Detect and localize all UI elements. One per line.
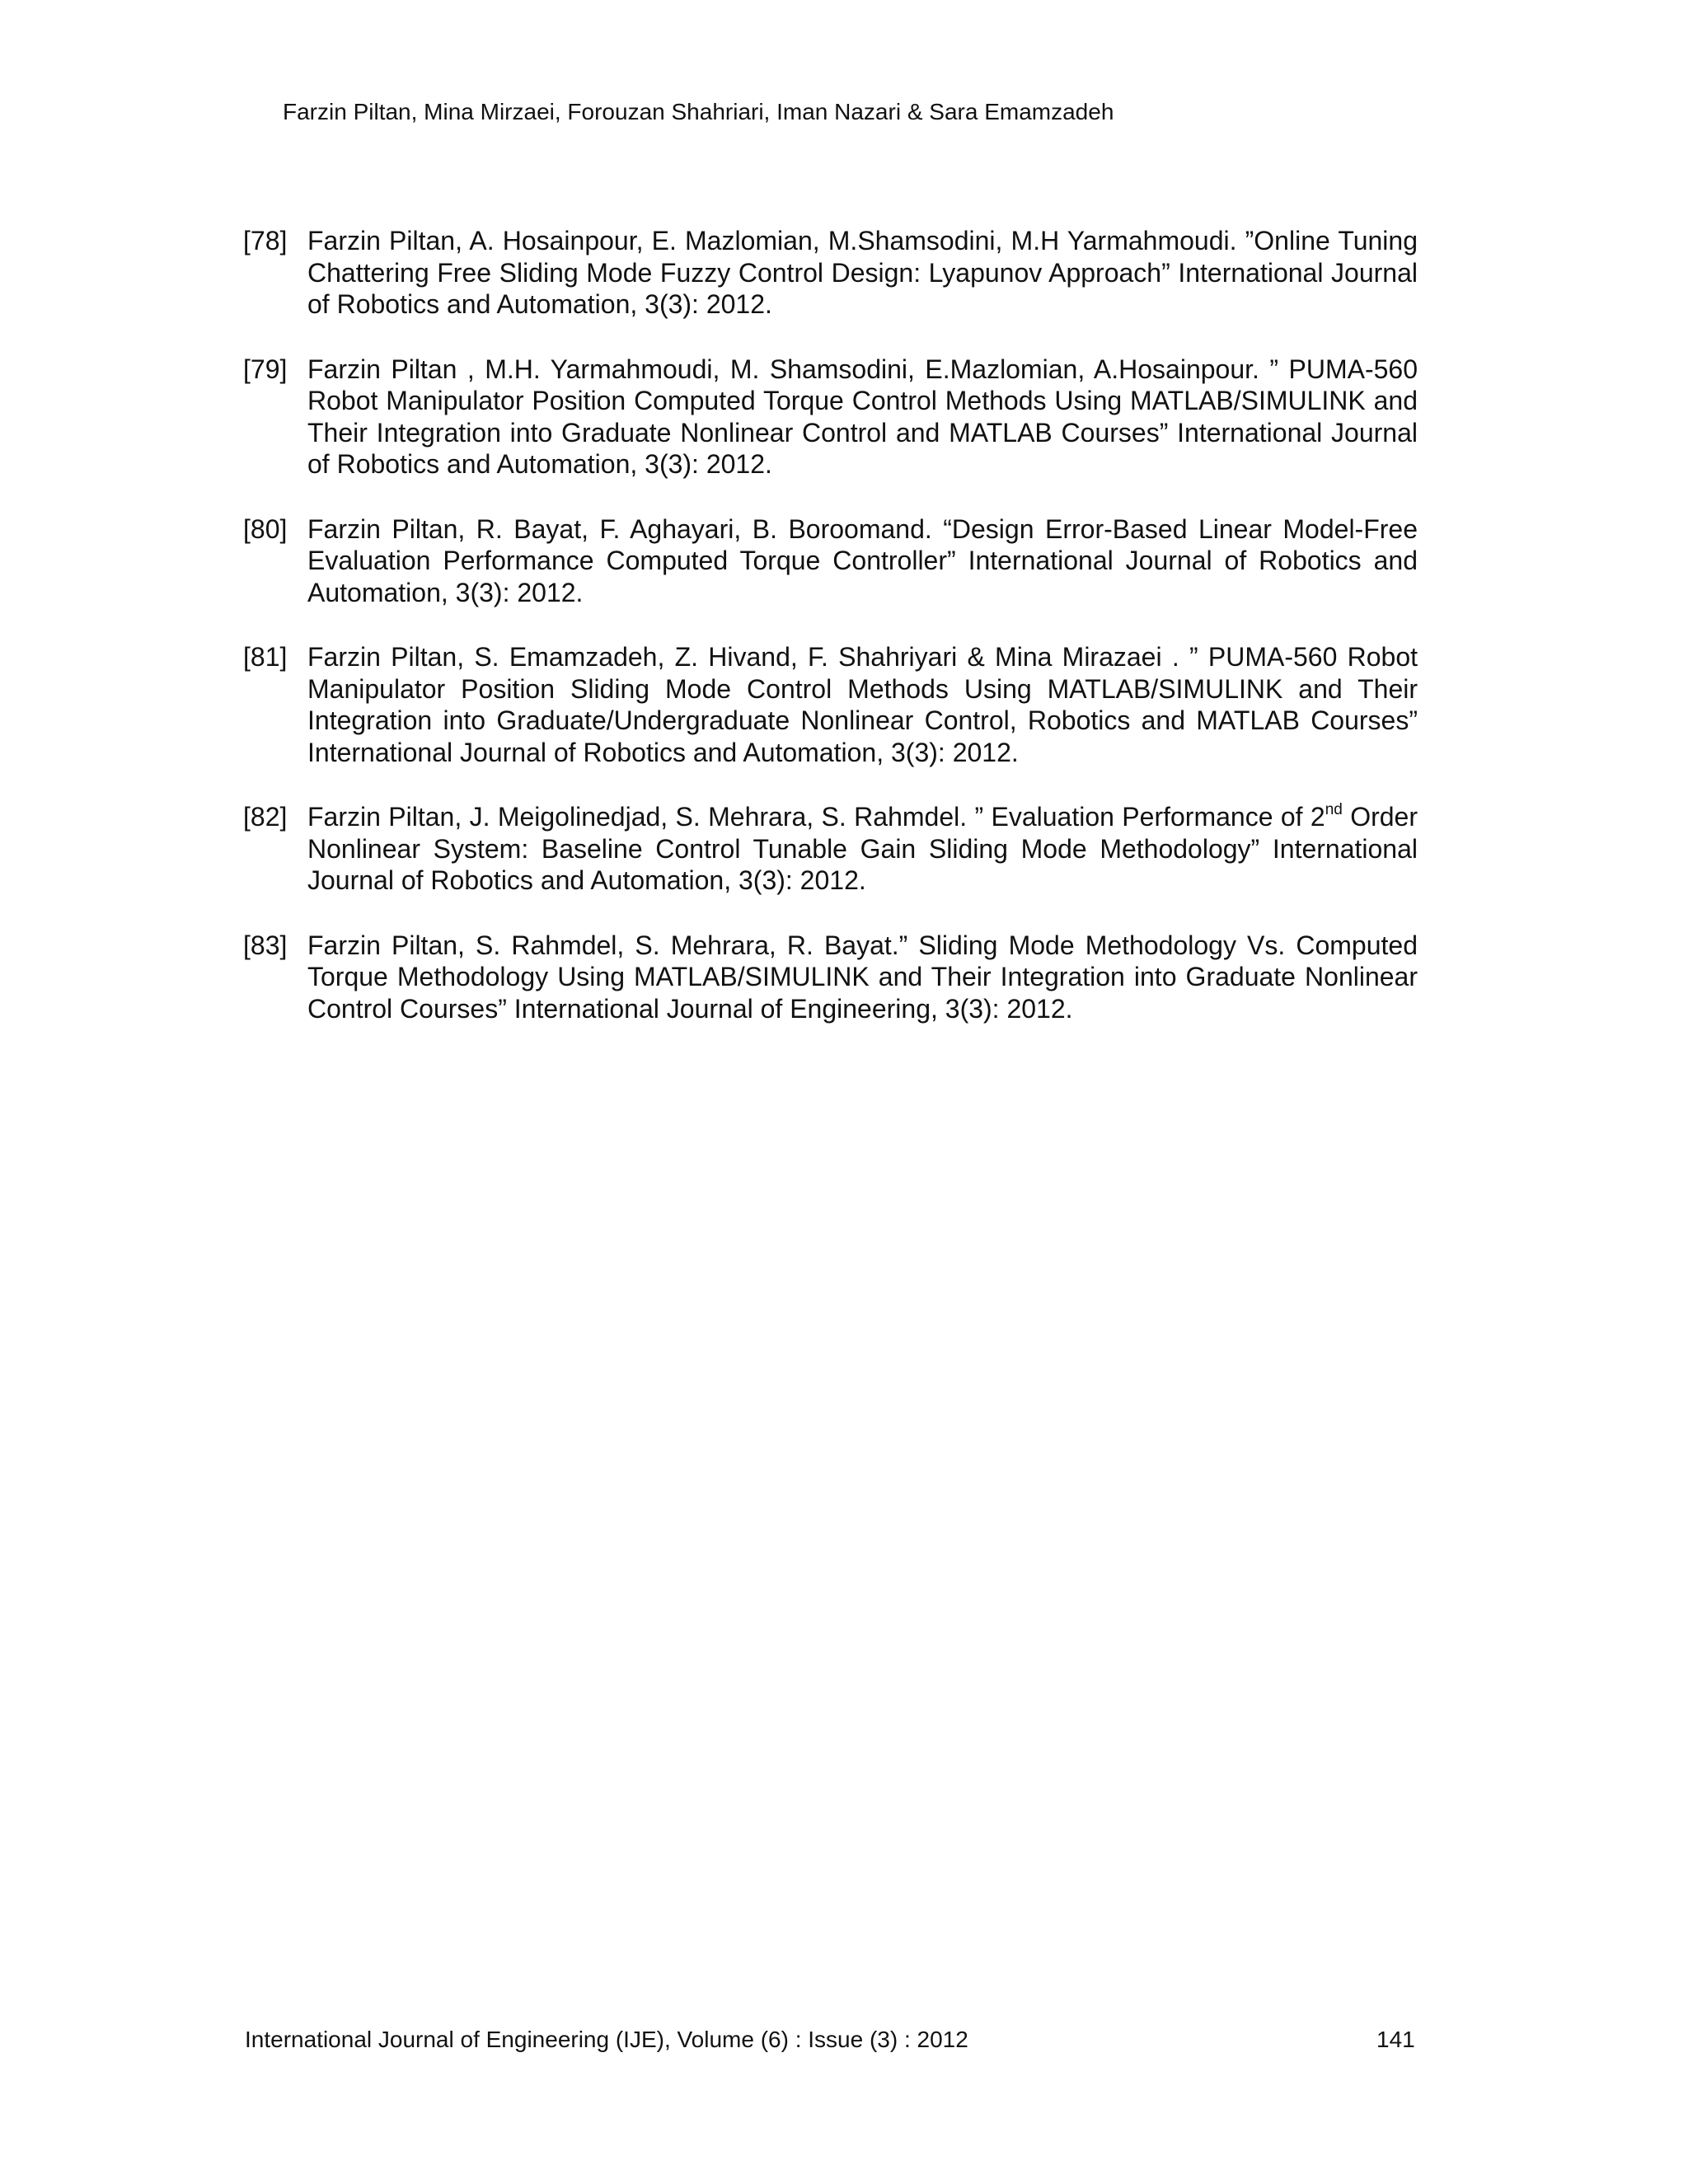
reference-text: Farzin Piltan, S. Rahmdel, S. Mehrara, R. Bayat.” Sliding Mode Methodology Vs. Computed Torque Methodology Using MATLAB/SIMULINK and Their Integration into Graduate Nonlinear Control Courses” International Journal of Engineering, 3(3): 2012. (307, 930, 1418, 1024)
reference-item-83 (243, 930, 1418, 1025)
reference-item-80 (243, 513, 1418, 609)
reference-text-start: Farzin Piltan, J. Meigolinedjad, S. Mehrara, S. Rahmdel. ” Evaluation Performance of 2 (307, 802, 1325, 832)
reference-text: Farzin Piltan, S. Emamzadeh, Z. Hivand, F. Shahriyari & Mina Mirazaei . ” PUMA-560 Robot Manipulator Position Sliding Mode Control Methods Using MATLAB/SIMULINK and Their Integration into Graduate/Undergraduate Nonlinear Control, Robotics and MATLAB Courses” International Journal of Robotics and Automation, 3(3): 2012. (307, 642, 1418, 767)
reference-number: [82] (243, 802, 288, 832)
reference-number: [80] (243, 513, 288, 544)
reference-number: [78] (243, 226, 288, 255)
reference-list (243, 225, 1418, 1057)
reference-text: Farzin Piltan, A. Hosainpour, E. Mazlomian, M.Shamsodini, M.H Yarmahmoudi. ”Online Tuning Chattering Free Sliding Mode Fuzzy Control Design: Lyapunov Approach” International Journal of Robotics and Automation, 3(3): 2012. (307, 226, 1418, 319)
reference-item-79 (243, 354, 1418, 480)
reference-text: Farzin Piltan, R. Bayat, F. Aghayari, B. Boroomand. “Design Error-Based Linear Model-Free Evaluation Performance Computed Torque Controller” International Journal of Robotics and Automation, 3(3): 2012. (307, 513, 1418, 607)
footer-page-number: 141 (1376, 2027, 1415, 2052)
reference-number: [83] (243, 930, 288, 960)
reference-item-81 (243, 641, 1418, 768)
reference-item-78 (243, 225, 1418, 321)
reference-item-82 (243, 801, 1418, 897)
footer-journal-info: International Journal of Engineering (IJE), Volume (6) : Issue (3) : 2012 (245, 2027, 968, 2052)
running-header-authors: Farzin Piltan, Mina Mirzaei, Forouzan Shahriari, Iman Nazari & Sara Emamzadeh (283, 99, 1114, 124)
ordinal-superscript: nd (1325, 801, 1343, 818)
reference-text-end: Order Nonlinear System: Baseline Control Tunable Gain Sliding Mode Methodology” International Journal of Robotics and Automation, 3(3): 2012. (307, 802, 1418, 895)
reference-number: [81] (243, 642, 288, 672)
reference-number: [79] (243, 354, 288, 384)
reference-text: Farzin Piltan , M.H. Yarmahmoudi, M. Shamsodini, E.Mazlomian, A.Hosainpour. ” PUMA-560 Robot Manipulator Position Computed Torque Control Methods Using MATLAB/SIMULINK and Their Integration into Graduate Nonlinear Control and MATLAB Courses” International Journal of Robotics and Automation, 3(3): 2012. (307, 354, 1418, 479)
